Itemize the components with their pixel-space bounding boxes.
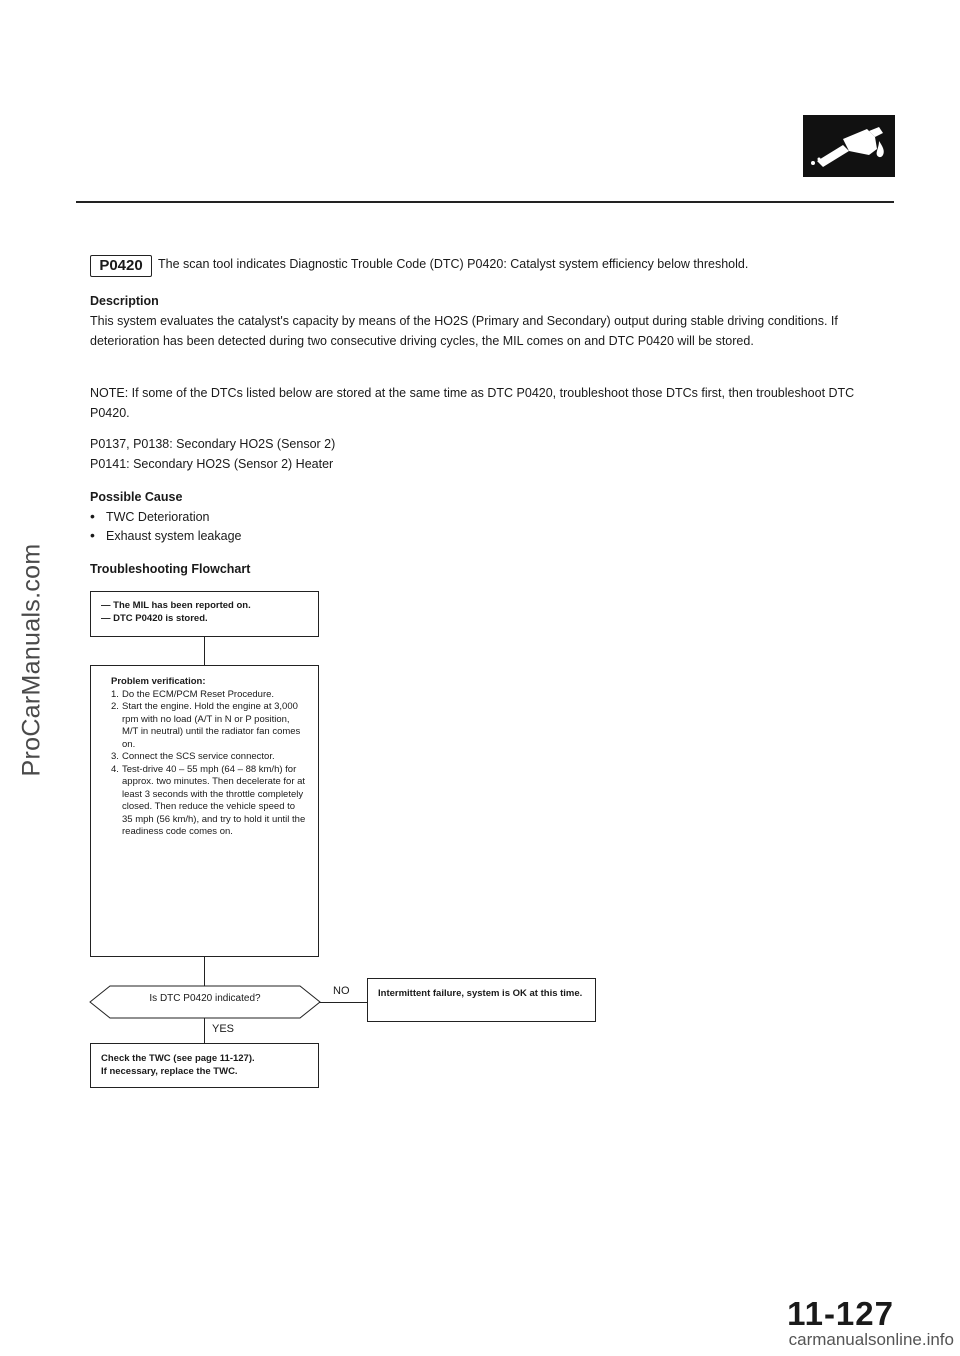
yes-result-line: Check the TWC (see page 11-127). [101, 1053, 255, 1064]
yes-result-line: If necessary, replace the TWC. [101, 1065, 238, 1077]
side-watermark-text: ProCarManuals.com [17, 543, 46, 777]
flow-connector [204, 1017, 205, 1043]
possible-cause-heading: Possible Cause [90, 490, 183, 504]
dtc-list-item: P0137, P0138: Secondary HO2S (Sensor 2) [90, 437, 336, 451]
verification-box [90, 665, 319, 957]
intro-text: The scan tool indicates Diagnostic Trouble Code (DTC) P0420: Catalyst system efficiency below threshold. [158, 257, 749, 271]
dtc-code-badge: P0420 [90, 255, 152, 277]
start-line: — The MIL has been reported on. [101, 600, 251, 611]
start-line: — DTC P0420 is stored. [101, 612, 208, 624]
no-result-box [367, 978, 596, 1022]
verification-steps [111, 689, 308, 839]
cause-item-text: TWC Deterioration [106, 510, 210, 524]
fuel-nozzle-svg [803, 115, 895, 177]
fuel-nozzle-icon [803, 115, 895, 177]
side-watermark [8, 540, 56, 780]
note-text: NOTE: If some of the DTCs listed below are stored at the same time as DTC P0420, troubleshoot those DTCs first, then troubleshoot DTC P0420. [90, 386, 855, 420]
flow-connector-no [319, 1002, 367, 1003]
verification-title: Problem verification: [111, 676, 206, 687]
dtc-list-item: P0141: Secondary HO2S (Sensor 2) Heater [90, 457, 334, 471]
bullet-icon: • [90, 527, 95, 543]
step-item: 1. Do the ECM/PCM Reset Procedure. [111, 688, 275, 700]
cause-item-text: Exhaust system leakage [106, 529, 242, 543]
description-body: This system evaluates the catalyst's capacity by means of the HO2S (Primary and Secondary) output during stable driving conditions. If deterioration has been detected during two consecutive driving cycles, the MIL comes on and DTC P0420 will be stored. [90, 314, 838, 348]
yes-result-box [90, 1043, 319, 1088]
bullet-icon: • [90, 508, 95, 524]
step-item: 3. Connect the SCS service connector. [111, 751, 275, 762]
step-item: 2. Start the engine. Hold the engine at 3,000 rpm with no load (A/T in N or P position, M/T in neutral) until the radiator fan comes on. [111, 701, 301, 750]
no-result-text: Intermittent failure, system is OK at this time. [378, 988, 583, 999]
no-label: NO [333, 985, 350, 997]
cause-item [90, 507, 210, 527]
header-rule [76, 201, 894, 203]
flow-connector [204, 957, 205, 987]
step-item: 4. Test-drive 40 – 55 mph (64 – 88 km/h) for approx. two minutes. Then decelerate for at least 3 seconds with the throttle completely closed. Then reduce the vehicle speed to 35 mph (56 km/h), and try to hold it until the readiness code comes on. [111, 763, 306, 837]
footer-watermark: carmanualsonline.info [788, 1330, 954, 1349]
flow-connector [204, 637, 205, 665]
yes-label: YES [212, 1023, 235, 1035]
description-heading: Description [90, 294, 159, 308]
decision-text: Is DTC P0420 indicated? [149, 993, 261, 1004]
flowchart-heading: Troubleshooting Flowchart [90, 562, 251, 576]
start-box [90, 591, 319, 637]
page-number: 11-127 [787, 1295, 894, 1332]
cause-item [90, 526, 242, 546]
